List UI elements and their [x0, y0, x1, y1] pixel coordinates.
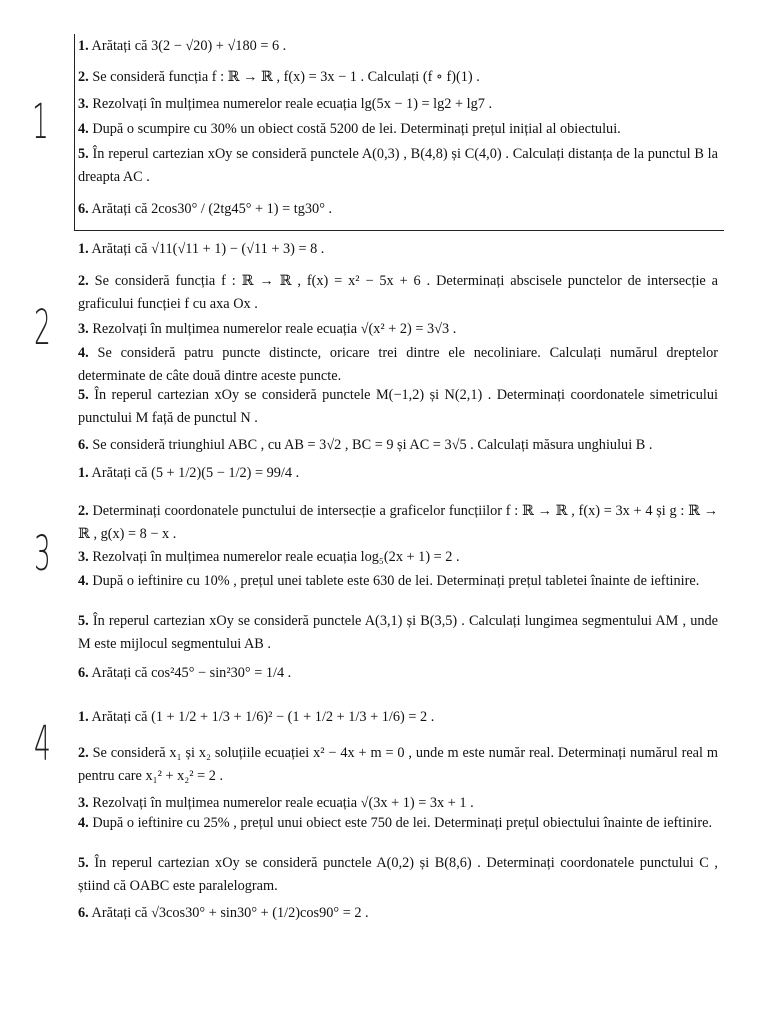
set-1-item-4: 4. După o scumpire cu 30% un obiect costă 5200 de lei. Determinați prețul inițial al obiectului. — [78, 121, 621, 137]
set-1-item-3: 3. Rezolvați în mulțimea numerelor reale ecuația lg(5x − 1) = lg2 + lg7 . — [78, 96, 493, 112]
set-1-bottom-rule — [74, 230, 724, 231]
handwritten-number-2: 2 — [34, 300, 51, 356]
set-3-item-6: 6. Arătați că cos²45° − sin²30° = 1/4 . — [78, 665, 292, 681]
set-1-item-6: 6. Arătați că 2cos30° / (2tg45° + 1) = tg30° . — [78, 201, 333, 217]
set-3-item-4: 4. După o ieftinire cu 10% , prețul unei tablete este 630 de lei. Determinați prețul tabletei înainte de ieftinire. — [78, 573, 700, 589]
set-1-item-2: 2. Se consideră funcția f : ℝ → ℝ , f(x) = 3x − 1 . Calculați (f ∘ f)(1) . — [78, 69, 480, 85]
handwritten-number-1: 1 — [32, 94, 49, 150]
set-3-item-2: 2. Determinați coordonatele punctului de intersecție a graficelor funcțiilor f : ℝ → ℝ , f(x) = 3x + 4 și g : ℝ → ℝ , g(x) = 8 − x . — [78, 503, 718, 542]
set-2-item-4: 4. Se consideră patru puncte distincte, oricare trei dintre ele necoliniare. Calculați numărul dreptelor determinate de câte două dintre aceste puncte. — [78, 345, 718, 384]
set-2-item-3: 3. Rezolvați în mulțimea numerelor reale ecuația √(x² + 2) = 3√3 . — [78, 321, 457, 337]
set-2-item-1: 1. Arătați că √11(√11 + 1) − (√11 + 3) = 8 . — [78, 241, 325, 257]
set-3-item-3: 3. Rezolvați în mulțimea numerelor reale ecuația log₅(2x + 1) = 2 . — [78, 549, 460, 565]
set-2-item-6: 6. Se consideră triunghiul ABC , cu AB = 3√2 , BC = 9 și AC = 3√5 . Calculați măsura unghiului B . — [78, 437, 653, 453]
set-2-item-2: 2. Se consideră funcția f : ℝ → ℝ , f(x) = x² − 5x + 6 . Determinați abscisele punctelor de intersecție a graficului funcției f cu axa Ox . — [78, 273, 718, 312]
set-4-item-5: 5. În reperul cartezian xOy se consideră punctele A(0,2) și B(8,6) . Determinați coordonatele punctului C , știind că OABC este paralelogram. — [78, 855, 718, 894]
handwritten-number-3: 3 — [34, 526, 51, 582]
handwritten-number-4: 4 — [34, 716, 51, 772]
set-3-item-1: 1. Arătați că (5 + 1/2)(5 − 1/2) = 99/4 . — [78, 465, 300, 481]
set-1-item-5: 5. În reperul cartezian xOy se consideră punctele A(0,3) , B(4,8) și C(4,0) . Calculați distanța de la punctul B la dreapta AC . — [78, 146, 719, 185]
set-4-item-1: 1. Arătați că (1 + 1/2 + 1/3 + 1/6)² − (1 + 1/2 + 1/3 + 1/6) = 2 . — [78, 709, 435, 725]
set-2-item-5: 5. În reperul cartezian xOy se consideră punctele M(−1,2) și N(2,1) . Determinați coordonatele simetricului punctului M față de punctul N . — [78, 387, 719, 426]
set-4-item-2: 2. Se consideră x₁ și x₂ soluțiile ecuației x² − 4x + m = 0 , unde m este număr real. Determinați numărul real m pentru care x₁² + x₂² = 2 . — [78, 745, 718, 784]
set-1-vertical-rule — [74, 34, 75, 230]
set-3-item-5: 5. În reperul cartezian xOy se consideră punctele A(3,1) și B(3,5) . Calculați lungimea segmentului AM , unde M este mijlocul segmentului AB . — [78, 613, 718, 652]
set-1-item-1: 1. Arătați că 3(2 − √20) + √180 = 6 . — [78, 38, 287, 54]
set-4-item-6: 6. Arătați că √3cos30° + sin30° + (1/2)cos90° = 2 . — [78, 905, 369, 921]
set-4-item-4: 4. După o ieftinire cu 25% , prețul unui obiect este 750 de lei. Determinați prețul obiectului înainte de ieftinire. — [78, 815, 713, 831]
set-4-item-3: 3. Rezolvați în mulțimea numerelor reale ecuația √(3x + 1) = 3x + 1 . — [78, 795, 474, 811]
